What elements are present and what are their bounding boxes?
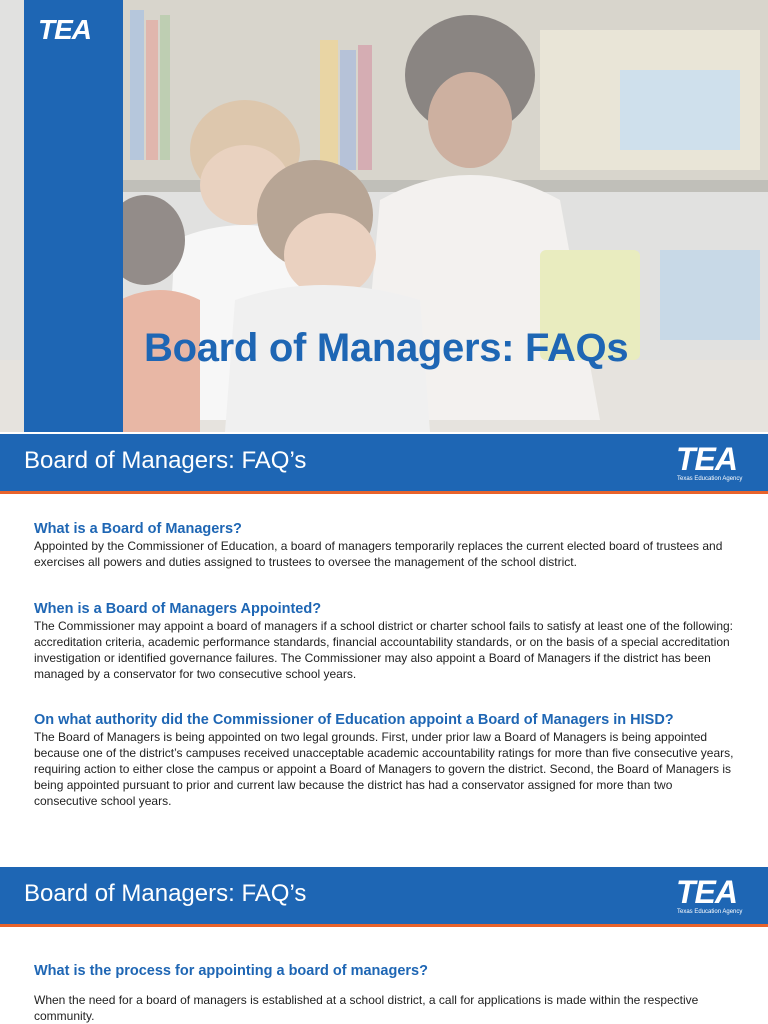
header-orange-stripe [0,491,768,494]
tea-logo [676,875,748,919]
cover-accent-bar [24,0,123,432]
tea-logo-subtitle: Texas Education Agency [677,476,743,482]
faq-question: On what authority did the Commissioner of Education appoint a Board of Managers in HISD? [34,712,674,728]
tea-logo-mark: TEA [676,874,737,910]
slide2-header [0,867,768,925]
faq-item [34,600,734,682]
tea-logo-subtitle: Texas Education Agency [677,909,743,915]
tea-logo: TEA [38,14,91,45]
faq-answer: Appointed by the Commissioner of Education, a board of managers temporarily replaces the current elected board of trustees and exercises all powers and duties assigned to trustees to oversee the management of the school district. [34,539,723,569]
faq-question: When is a Board of Managers Appointed? [34,601,322,617]
header-orange-stripe [0,924,768,927]
slide2-header-title: Board of Managers: FAQ’s [24,880,307,907]
slide1-header-title: Board of Managers: FAQ’s [24,447,307,474]
faq-item [34,711,734,809]
cover-title: Board of Managers: FAQs [144,326,629,370]
faq-answer: The Commissioner may appoint a board of managers if a school district or charter school fails to satisfy at least one of the following: accreditation criteria, academic performance standards, financial accountability standards, or on the basis of a special accreditation investigation or identified governance failures. The Commissioner may also appoint a Board of Managers if the district has been managed by a conservator for two consecutive school years. [34,619,733,681]
faq-item [34,962,734,1024]
faq-answer: When the need for a board of managers is established at a school district, a call for applications is made within the respective community. [34,993,699,1023]
cover-slide [0,0,768,432]
faq-question: What is a Board of Managers? [34,521,242,537]
tea-logo-mark: TEA [676,441,737,477]
tea-logo [676,442,748,486]
faq-item [34,520,734,570]
faq-answer: The Board of Managers is being appointed on two legal grounds. First, under prior law a Board of Managers is being appointed because one of the district’s campuses received unacceptable academic accountability ratings for more than five consecutive years, requiring action to either close the campus or appoint a Board of Managers to govern the district. Second, the Board of Managers is being appointed pursuant to prior and current law because the district has had a conservator assigned for more than two consecutive school years. [34,730,734,808]
faq-question: What is the process for appointing a board of managers? [34,963,428,979]
slide1-header [0,434,768,492]
